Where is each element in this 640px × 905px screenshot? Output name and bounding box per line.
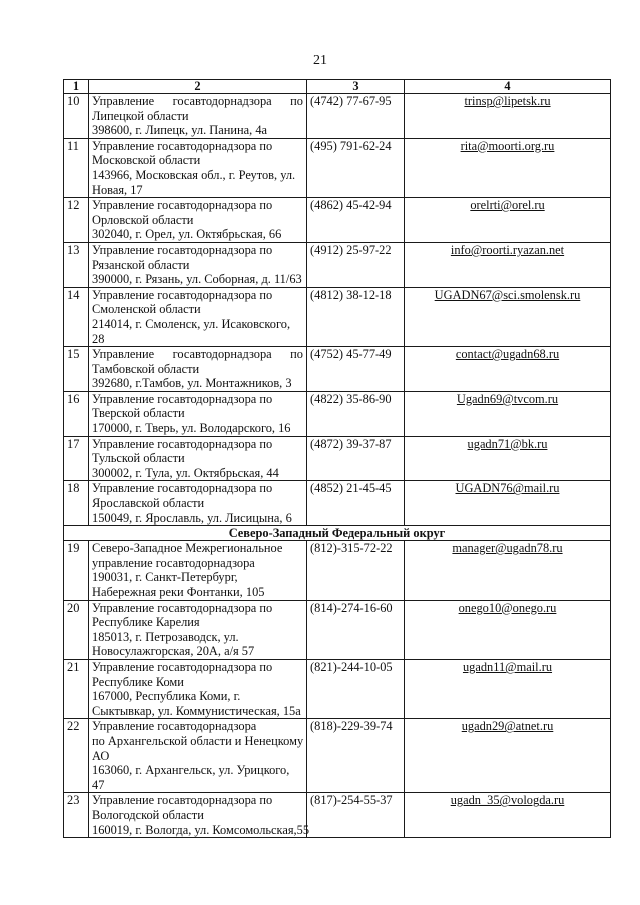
organization-address [89, 94, 307, 139]
table-row [64, 793, 611, 838]
address-line: Вологодской области [92, 807, 204, 822]
email-link[interactable]: contact@ugadn68.ru [455, 347, 560, 362]
row-number: 15 [64, 347, 89, 392]
phone-number: (821)-244-10-05 [307, 659, 405, 718]
address-line: 167000, Республика Коми, г. [92, 689, 241, 704]
table-row [64, 287, 611, 346]
phone-number: (4812) 38-12-18 [307, 287, 405, 346]
address-line: Управление госавтодорнадзора по [92, 659, 273, 674]
address-line: Новая, 17 [92, 182, 143, 197]
address-line: Управление госавтодорнадзора по [92, 198, 273, 213]
address-line: Управление госавтодорнадзора по [92, 600, 273, 615]
phone-number: (4862) 45-42-94 [307, 198, 405, 243]
address-line: 300002, г. Тула, ул. Октябрьская, 44 [92, 465, 279, 480]
email-cell [405, 347, 611, 392]
email-link[interactable]: UGADN67@sci.smolensk.ru [434, 287, 581, 302]
address-line: Республике Карелия [92, 615, 200, 630]
address-line: Управление госавтодорнадзора по [92, 287, 273, 302]
header-col-1: 1 [64, 80, 89, 94]
email-link[interactable]: info@roorti.ryazan.net [450, 242, 565, 257]
email-cell [405, 138, 611, 197]
email-cell [405, 481, 611, 526]
email-cell [405, 659, 611, 718]
phone-number: (4872) 39-37-87 [307, 436, 405, 481]
phone-number: (4752) 45-77-49 [307, 347, 405, 392]
table-row [64, 719, 611, 793]
email-link[interactable]: ugadn71@bk.ru [467, 436, 548, 451]
page-number: 21 [313, 53, 327, 68]
address-line: 302040, г. Орел, ул. Октябрьская, 66 [92, 227, 282, 242]
address-line: 190031, г. Санкт-Петербург, [92, 570, 238, 585]
address-line: Рязанской области [92, 257, 190, 272]
email-cell [405, 242, 611, 287]
organization-address [89, 436, 307, 481]
address-line: Управление госавтодорнадзора по [92, 793, 273, 808]
address-line: 170000, г. Тверь, ул. Володарского, 16 [92, 421, 291, 436]
organization-address [89, 287, 307, 346]
row-number: 10 [64, 94, 89, 139]
row-number: 12 [64, 198, 89, 243]
organization-address [89, 659, 307, 718]
email-link[interactable]: orelrti@orel.ru [470, 198, 545, 213]
phone-number: (812)-315-72-22 [307, 541, 405, 600]
address-line: Ярославской области [92, 496, 205, 511]
row-number: 19 [64, 541, 89, 600]
phone-number: (495) 791-62-24 [307, 138, 405, 197]
table-row [64, 94, 611, 139]
organization-address [89, 138, 307, 197]
phone-number: (4912) 25-97-22 [307, 242, 405, 287]
address-line: 392680, г.Тамбов, ул. Монтажников, 3 [92, 376, 292, 391]
email-cell [405, 793, 611, 838]
email-cell [405, 287, 611, 346]
table-row [64, 481, 611, 526]
address-line: 163060, г. Архангельск, ул. Урицкого, [92, 763, 290, 778]
table-row [64, 391, 611, 436]
email-cell [405, 198, 611, 243]
address-line: 47 [92, 777, 105, 792]
email-link[interactable]: manager@ugadn78.ru [452, 541, 563, 556]
address-line: Новосулажгорская, 20А, а/я 57 [92, 644, 255, 659]
address-line: Управление госавтодорнадзора [92, 719, 257, 734]
address-line: 398600, г. Липецк, ул. Панина, 4а [92, 123, 268, 138]
organization-address [89, 481, 307, 526]
address-line: Смоленской области [92, 302, 201, 317]
email-link[interactable]: trinsp@lipetsk.ru [464, 94, 551, 108]
table-row [64, 138, 611, 197]
organization-address [89, 242, 307, 287]
email-link[interactable]: Ugadn69@tvcom.ru [456, 391, 559, 406]
header-row [64, 80, 611, 94]
section-title: Северо-Западный Федеральный округ [64, 526, 611, 541]
organization-address [89, 347, 307, 392]
row-number: 17 [64, 436, 89, 481]
row-number: 22 [64, 719, 89, 793]
contacts-table [63, 79, 611, 838]
address-line: 143966, Московская обл., г. Реутов, ул. [92, 167, 296, 182]
address-line: АО [92, 748, 110, 763]
table-row [64, 198, 611, 243]
address-line: Московской области [92, 153, 201, 168]
phone-number: (4852) 21-45-45 [307, 481, 405, 526]
address-line: 185013, г. Петрозаводск, ул. [92, 629, 239, 644]
section-header-row [64, 526, 611, 541]
address-line: Управление госавтодорнадзора по [92, 391, 273, 406]
address-line: 150049, г. Ярославль, ул. Лисицына, 6 [92, 510, 292, 525]
email-cell [405, 541, 611, 600]
row-number: 23 [64, 793, 89, 838]
address-line: Орловской области [92, 212, 194, 227]
email-cell [405, 436, 611, 481]
address-line: 160019, г. Вологда, ул. Комсомольская,55 [92, 822, 310, 837]
phone-number: (818)-229-39-74 [307, 719, 405, 793]
row-number: 13 [64, 242, 89, 287]
email-link[interactable]: onego10@onego.ru [458, 600, 557, 615]
phone-number: (4742) 77-67-95 [307, 94, 405, 139]
address-line: Северо-Западное Межрегиональное [92, 541, 283, 556]
address-line: 390000, г. Рязань, ул. Соборная, д. 11/63 [92, 272, 302, 287]
address-line: Управление госавтодорнадзора по [92, 242, 273, 257]
address-line: 28 [92, 331, 105, 346]
table-row [64, 600, 611, 659]
address-line: Управление госавтодорнадзора по [92, 94, 303, 108]
email-link[interactable]: UGADN76@mail.ru [455, 481, 560, 496]
address-line: Тверской области [92, 406, 185, 421]
address-line: Липецкой области [92, 108, 189, 123]
organization-address [89, 198, 307, 243]
organization-address [89, 391, 307, 436]
row-number: 21 [64, 659, 89, 718]
email-cell [405, 719, 611, 793]
table-body [64, 94, 611, 838]
organization-address [89, 541, 307, 600]
email-cell [405, 391, 611, 436]
row-number: 16 [64, 391, 89, 436]
row-number: 20 [64, 600, 89, 659]
address-line: Тамбовской области [92, 361, 200, 376]
row-number: 14 [64, 287, 89, 346]
address-line: управление госавтодорнадзора [92, 555, 255, 570]
phone-number: (814)-274-16-60 [307, 600, 405, 659]
table-row [64, 659, 611, 718]
table-row [64, 436, 611, 481]
address-line: по Архангельской области и Ненецкому [92, 733, 304, 748]
phone-number: (4822) 35-86-90 [307, 391, 405, 436]
email-cell [405, 94, 611, 139]
address-line: 214014, г. Смоленск, ул. Исаковского, [92, 316, 291, 331]
table-row [64, 242, 611, 287]
email-link[interactable]: ugadn29@atnet.ru [461, 719, 554, 734]
phone-number: (817)-254-55-37 [307, 793, 405, 838]
header-col-3: 3 [307, 80, 405, 94]
organization-address [89, 719, 307, 793]
address-line: Сыктывкар, ул. Коммунистическая, 15а [92, 703, 301, 718]
row-number: 11 [64, 138, 89, 197]
address-line: Набережная реки Фонтанки, 105 [92, 585, 265, 599]
email-link[interactable]: rita@moorti.org.ru [460, 138, 555, 153]
table-row [64, 541, 611, 600]
address-line: Тульской области [92, 451, 185, 466]
email-link[interactable]: ugadn_35@vologda.ru [450, 793, 565, 808]
email-link[interactable]: ugadn11@mail.ru [462, 659, 553, 674]
address-line: Управление госавтодорнадзора по [92, 436, 273, 451]
header-col-2: 2 [89, 80, 307, 94]
address-line: Управление госавтодорнадзора по [92, 347, 303, 362]
organization-address [89, 793, 310, 838]
organization-address [89, 600, 307, 659]
address-line: Управление госавтодорнадзора по [92, 481, 273, 496]
address-line: Управление госавтодорнадзора по [92, 138, 273, 153]
table-row [64, 347, 611, 392]
row-number: 18 [64, 481, 89, 526]
address-line: Республике Коми [92, 674, 184, 689]
header-col-4: 4 [405, 80, 611, 94]
email-cell [405, 600, 611, 659]
